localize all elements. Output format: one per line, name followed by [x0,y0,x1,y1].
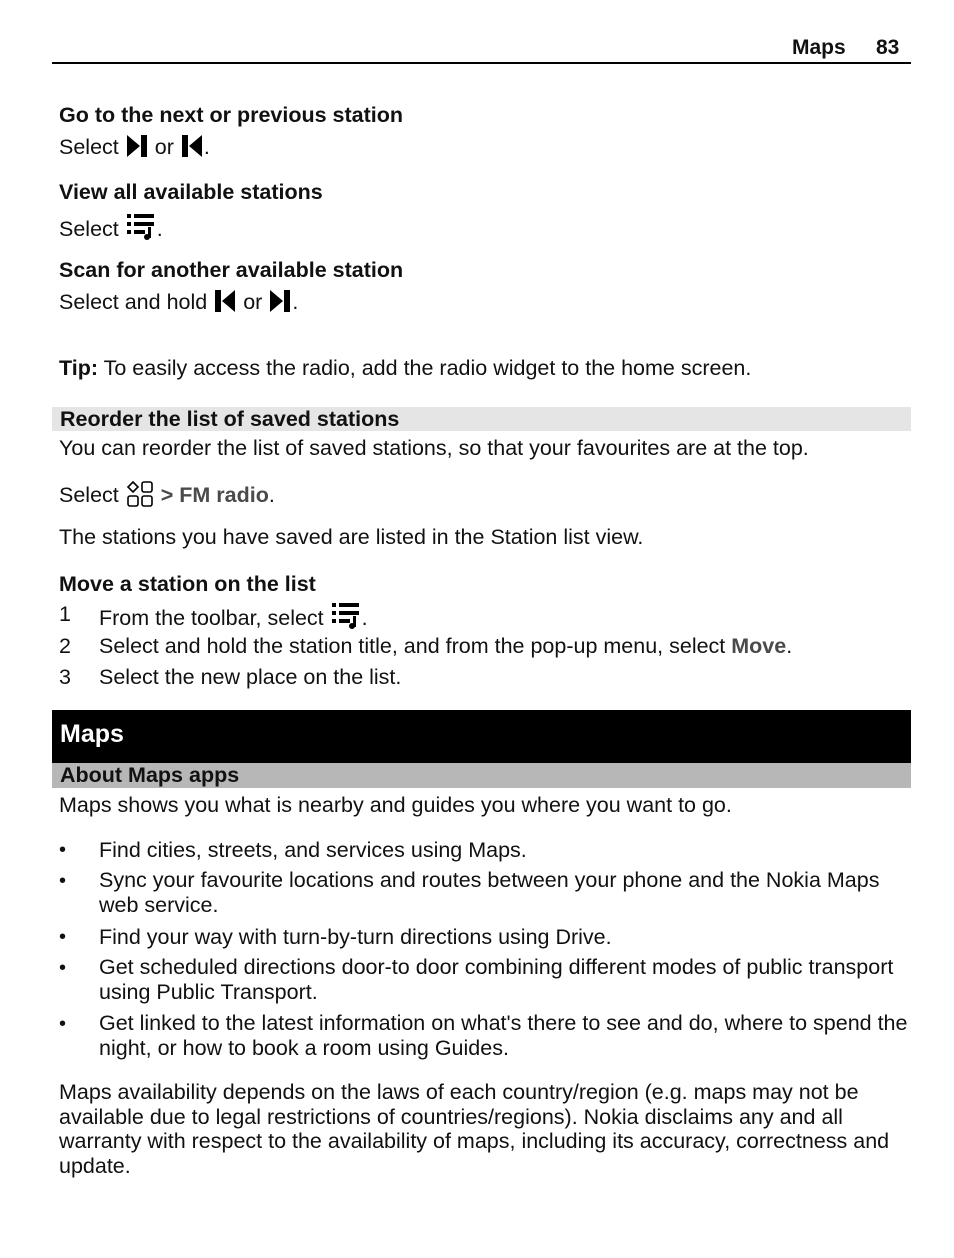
heading-view-all-stations: View all available stations [59,180,323,204]
step-text [99,633,792,659]
menu-grid-icon [126,480,154,514]
or-text: or [243,290,263,314]
station-list-icon [126,212,156,246]
skip-previous-icon [214,289,236,319]
step-number: 2 [59,634,71,658]
select-text: Select [59,217,119,241]
period: . [292,290,299,314]
step-1-text: From the toolbar, select [99,606,324,630]
bullet-marker: • [59,870,67,892]
select-and-hold-text: Select and hold [59,290,208,314]
bullet-marker: • [59,1013,67,1035]
period: . [203,135,210,159]
instruction-view-all [59,212,163,246]
select-text: Select [59,135,119,159]
instruction-scan [59,289,298,319]
station-list-icon [331,601,361,635]
skip-previous-icon [181,134,203,164]
move-term: Move [731,634,787,658]
list-item: Sync your favourite locations and routes between your phone and the Nokia Maps web service. [99,868,880,917]
reorder-intro: You can reorder the list of saved stations, so that your favourites are at the top. [59,436,809,460]
period: . [361,606,368,630]
heading-next-previous-station: Go to the next or previous station [59,103,404,127]
period: . [156,217,163,241]
step-2-text: Select and hold the station title, and from the pop-up menu, select [99,634,732,658]
bullet-marker: • [59,839,67,861]
heading-scan-station: Scan for another available station [59,258,404,282]
list-item: Find cities, streets, and services using Maps. [99,838,527,862]
skip-next-icon [269,289,291,319]
menu-path [59,480,275,514]
path-separator: > [160,483,174,507]
tip-label: Tip: [59,356,99,380]
maps-intro: Maps shows you what is nearby and guides you where you want to go. [59,793,732,817]
period: . [268,483,275,507]
list-item: Get linked to the latest information on what's there to see and do, where to spend the night, or how to book a room using Guides. [99,1011,908,1060]
or-text: or [154,135,174,159]
page-number: 83 [876,36,900,59]
list-item: Find your way with turn-by-turn directions using Drive. [99,925,612,949]
step-text [99,601,368,635]
section-title: Maps [60,720,124,748]
running-header-title: Maps [792,36,846,59]
step-number: 3 [59,665,71,689]
tip-text: To easily access the radio, add the radio widget to the home screen. [98,356,752,380]
list-item: Get scheduled directions door-to door combining different modes of public transport using Public Transport. [99,955,894,1004]
instruction-next-previous [59,134,210,164]
period: . [786,634,793,658]
bullet-marker: • [59,957,67,979]
saved-stations-note: The stations you have saved are listed in the Station list view. [59,525,644,549]
header-rule [52,62,911,64]
reorder-heading: Reorder the list of saved stations [60,407,400,431]
maps-availability-paragraph: Maps availability depends on the laws of each country/region (e.g. maps may not be available due to legal restrictions of countries/regions). Nokia disclaims any and all warranty with respect to the availability of maps, including its accuracy, correctness and update. [59,1080,890,1178]
heading-move-station: Move a station on the list [59,572,316,596]
reorder-heading-band [52,407,911,431]
select-text: Select [59,483,119,507]
about-maps-heading-band [52,763,911,788]
bullet-marker: • [59,926,67,948]
step-number: 1 [59,602,71,626]
tip [59,355,751,381]
section-band-maps [52,710,911,763]
skip-next-icon [126,134,148,164]
about-maps-heading: About Maps apps [60,763,240,787]
fm-radio-term: FM radio [179,483,269,507]
step-3-text: Select the new place on the list. [99,665,402,689]
